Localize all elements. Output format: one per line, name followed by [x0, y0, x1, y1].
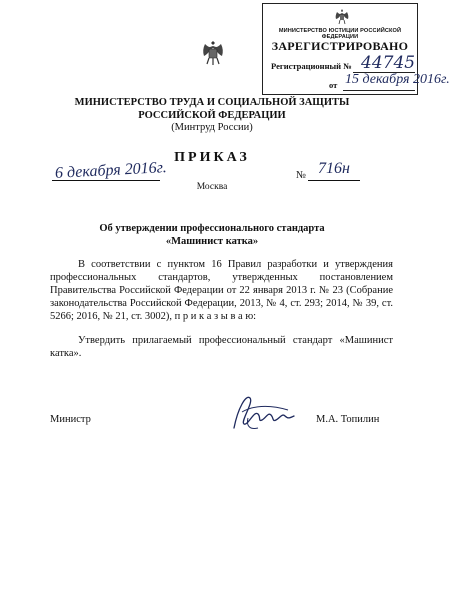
subject-line2: «Машинист катка» [165, 235, 259, 247]
date-underline [52, 180, 160, 181]
order-number-label: № [296, 170, 307, 181]
order-date: 6 декабря 2016г. [54, 159, 168, 182]
city: Москва [196, 182, 228, 192]
registration-stamp [262, 3, 450, 95]
body-paragraph-1: В соответствии с пунктом 16 Правил разработки и утверждения профессиональных стандартов, утвержденных постановлением Правительства Российской Федерации от 22 января 2013 г. № 23 (Собрание законодательства Российской Федерации, 2013, № 4, ст. 293; 2014, № 39, ст. 5266; 2016, № 21, ст. 3002), п р и к а з ы в а ю: [50, 259, 393, 322]
stamp-coat-of-arms-icon [334, 8, 350, 26]
signatory-name: М.А. Топилин [316, 414, 380, 425]
stamp-reg-date: 15 декабря 2016г. [345, 72, 450, 87]
order-subject [0, 223, 424, 248]
stamp-reg-number: 44745 [361, 53, 416, 73]
number-underline [308, 180, 360, 181]
body-paragraph-2: Утвердить прилагаемый профессиональный стандарт «Машинист катка». [50, 335, 393, 359]
handwritten-signature [228, 388, 310, 436]
signatory-position: Министр [50, 414, 91, 425]
coat-of-arms-icon [200, 38, 226, 68]
stamp-date-underline [343, 90, 415, 91]
ministry-line2: РОССИЙСКОЙ ФЕДЕРАЦИИ [138, 110, 286, 121]
order-number: 716н [318, 160, 350, 177]
ministry-short-name: (Минтруд России) [171, 122, 253, 133]
document-type: ПРИКАЗ [174, 150, 250, 165]
stamp-from-label: от [329, 80, 338, 90]
order-body [50, 258, 393, 360]
stamp-status: ЗАРЕГИСТРИРОВАНО [271, 39, 409, 53]
stamp-ministry-name: МИНИСТЕРСТВО ЮСТИЦИИ РОССИЙСКОЙ ФЕДЕРАЦИИ [278, 28, 402, 40]
ministry-name [0, 96, 424, 122]
stamp-reg-label: Регистрационный № [271, 61, 352, 71]
ministry-line1: МИНИСТЕРСТВО ТРУДА И СОЦИАЛЬНОЙ ЗАЩИТЫ [74, 97, 350, 108]
subject-line1: Об утверждении профессионального стандарта [99, 223, 325, 234]
